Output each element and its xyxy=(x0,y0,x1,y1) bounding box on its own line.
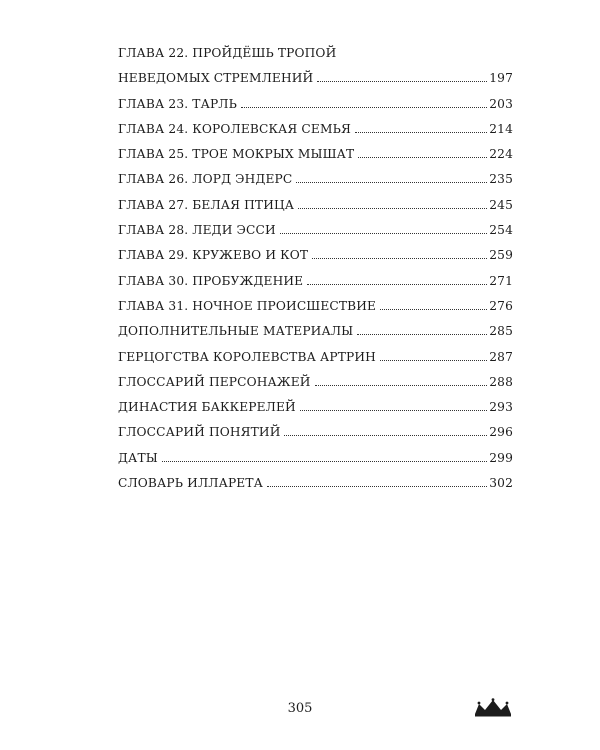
toc-entry-title: ГЛОССАРИЙ ПЕРСОНАЖЕЙ xyxy=(118,374,311,389)
crown-icon xyxy=(473,698,513,718)
toc-entry-title: ГЛАВА 22. ПРОЙДЁШЬ ТРОПОЙ xyxy=(118,46,337,60)
toc-entry xyxy=(118,223,513,248)
toc-entry-page: 259 xyxy=(489,248,513,263)
toc-entry-page: 299 xyxy=(489,450,513,465)
dot-leader xyxy=(380,309,487,310)
dot-leader xyxy=(355,132,487,133)
toc-entry-page: 293 xyxy=(489,400,513,415)
toc-entry-title: ГЛАВА 27. БЕЛАЯ ПТИЦА xyxy=(118,197,295,212)
toc-entry xyxy=(118,476,513,501)
dot-leader xyxy=(162,461,487,462)
dot-leader xyxy=(380,360,487,361)
toc-entry-page: 276 xyxy=(489,298,513,313)
toc-entry xyxy=(118,324,513,349)
toc-entry-page: 288 xyxy=(489,374,513,389)
toc-entry-title: ГЛАВА 28. ЛЕДИ ЭССИ xyxy=(118,223,276,238)
toc-entry xyxy=(118,122,513,147)
toc-entry-title: ГЛАВА 26. ЛОРД ЭНДЕРС xyxy=(118,172,293,187)
toc-entry-page: 285 xyxy=(489,324,513,339)
dot-leader xyxy=(307,284,487,285)
toc-entry-page: 302 xyxy=(489,476,513,491)
toc-entry-page: 287 xyxy=(489,349,513,364)
dot-leader xyxy=(317,81,487,82)
toc-entry-title: ГЛАВА 31. НОЧНОЕ ПРОИСШЕСТВИЕ xyxy=(118,298,377,313)
toc-entry-page: 271 xyxy=(489,273,513,288)
dot-leader xyxy=(357,334,487,335)
toc-entry xyxy=(118,248,513,273)
toc-entry-title: ДОПОЛНИТЕЛЬНЫЕ МАТЕРИАЛЫ xyxy=(118,324,354,339)
toc-entry-title: ДАТЫ xyxy=(118,450,158,465)
page-number: 305 xyxy=(287,701,313,716)
toc-entry xyxy=(118,299,513,324)
toc-entry xyxy=(118,71,513,96)
toc-entry-title: СЛОВАРЬ ИЛЛАРЕТА xyxy=(118,476,264,491)
dot-leader xyxy=(300,410,487,411)
toc-entry-page: 214 xyxy=(489,121,513,136)
toc-entry-page: 245 xyxy=(489,197,513,212)
dot-leader xyxy=(296,182,487,183)
toc-entry-title: ГЛАВА 24. КОРОЛЕВСКАЯ СЕМЬЯ xyxy=(118,121,351,136)
toc-entry-page: 224 xyxy=(489,147,513,162)
dot-leader xyxy=(358,157,487,158)
toc-entry xyxy=(118,46,513,71)
toc-entry xyxy=(118,172,513,197)
dot-leader xyxy=(280,233,488,234)
toc-entry-title: ГЛАВА 23. ТАРЛЬ xyxy=(118,96,237,111)
dot-leader xyxy=(315,385,488,386)
toc-entry-title: ГЛАВА 30. ПРОБУЖДЕНИЕ xyxy=(118,273,304,288)
table-of-contents xyxy=(118,46,513,501)
toc-entry-page: 254 xyxy=(489,223,513,238)
toc-entry xyxy=(118,274,513,299)
dot-leader xyxy=(267,486,487,487)
toc-entry-page: 296 xyxy=(489,425,513,440)
toc-entry xyxy=(118,375,513,400)
toc-entry xyxy=(118,198,513,223)
toc-entry-title: НЕВЕДОМЫХ СТРЕМЛЕНИЙ xyxy=(118,71,314,86)
toc-entry xyxy=(118,350,513,375)
toc-entry-title: ГЛАВА 29. КРУЖЕВО И КОТ xyxy=(118,248,309,263)
dot-leader xyxy=(298,208,487,209)
toc-entry-page: 235 xyxy=(489,172,513,187)
toc-entry xyxy=(118,97,513,122)
toc-entry-title: ДИНАСТИЯ БАККЕРЕЛЕЙ xyxy=(118,400,296,415)
toc-entry xyxy=(118,400,513,425)
toc-entry-title: ГЕРЦОГСТВА КОРОЛЕВСТВА АРТРИН xyxy=(118,349,376,364)
dot-leader xyxy=(241,107,487,108)
toc-entry-title: ГЛАВА 25. ТРОЕ МОКРЫХ МЫШАТ xyxy=(118,147,355,162)
toc-entry-page: 197 xyxy=(489,71,513,86)
toc-entry xyxy=(118,451,513,476)
toc-entry-title: ГЛОССАРИЙ ПОНЯТИЙ xyxy=(118,425,281,440)
toc-entry xyxy=(118,147,513,172)
dot-leader xyxy=(312,258,487,259)
toc-entry-page: 203 xyxy=(489,96,513,111)
toc-entry xyxy=(118,425,513,450)
dot-leader xyxy=(284,435,487,436)
